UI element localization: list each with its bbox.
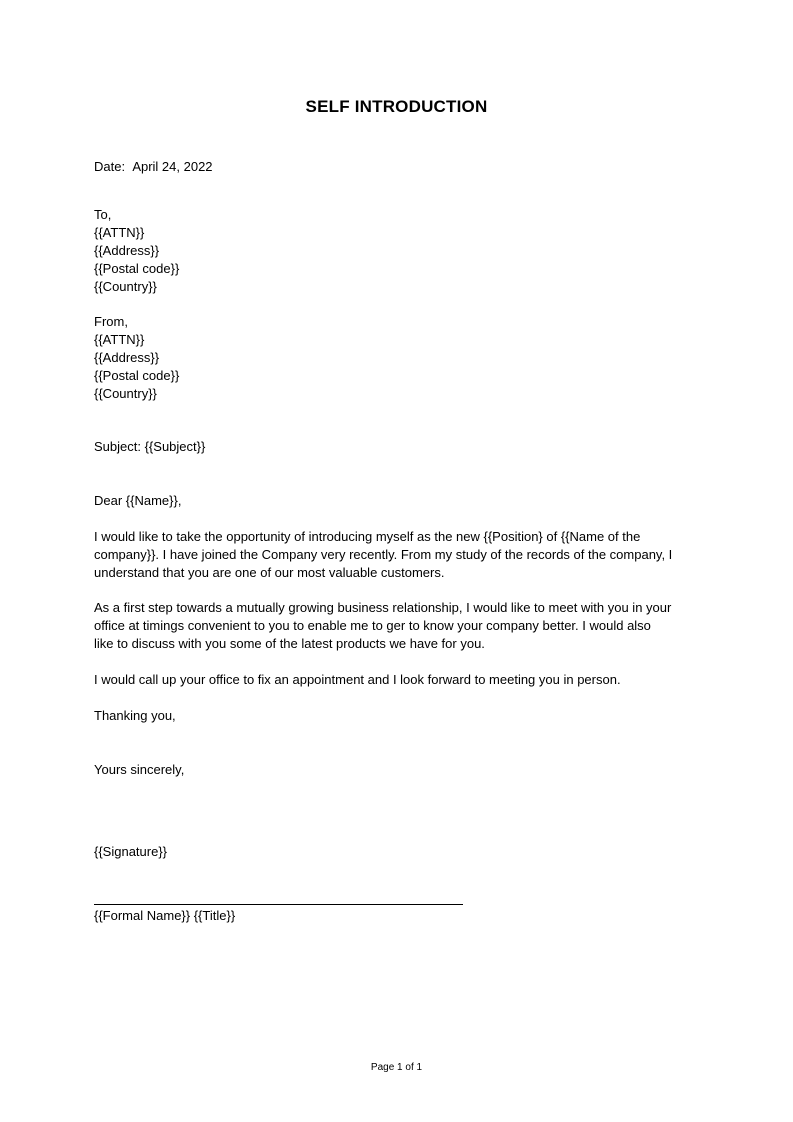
body-paragraph-1: [94, 528, 714, 582]
paragraph-line: I would like to take the opportunity of introducing myself as the new {{Position} of {{Name of the: [94, 529, 641, 544]
paragraph-line: As a first step towards a mutually growing business relationship, I would like to meet with you in your: [94, 600, 672, 615]
to-postal-code: {{Postal code}}: [94, 261, 180, 276]
subject-line: Subject: {{Subject}}: [94, 439, 206, 454]
to-country: {{Country}}: [94, 279, 157, 294]
from-attn: {{ATTN}}: [94, 332, 145, 347]
from-address: {{Address}}: [94, 350, 160, 365]
to-label: To,: [94, 207, 112, 222]
signature-line: [94, 904, 463, 905]
page-number: Page 1 of 1: [370, 1062, 423, 1073]
to-address: {{Address}}: [94, 243, 160, 258]
paragraph-line: office at timings convenient to you to enable me to ger to know your company better. I would also: [94, 618, 651, 633]
body-paragraph-3: [94, 671, 714, 689]
salutation: Dear {{Name}},: [94, 493, 182, 508]
paragraph-line: I would call up your office to fix an appointment and I look forward to meeting you in person.: [94, 672, 621, 687]
date-label: Date:: [94, 159, 126, 174]
from-country: {{Country}}: [94, 386, 157, 401]
closing-line: Yours sincerely,: [94, 762, 185, 777]
paragraph-line: like to discuss with you some of the latest products we have for you.: [94, 636, 485, 651]
signer-name-title: {{Formal Name}} {{Title}}: [94, 908, 236, 923]
thanking-line: Thanking you,: [94, 708, 176, 723]
from-label: From,: [94, 314, 128, 329]
signature-placeholder: {{Signature}}: [94, 844, 168, 859]
document-title: SELF INTRODUCTION: [305, 97, 488, 116]
date-value: April 24, 2022: [132, 159, 213, 174]
paragraph-line: company}}. I have joined the Company very recently. From my study of the records of the company, I: [94, 547, 673, 562]
to-attn: {{ATTN}}: [94, 225, 145, 240]
paragraph-line: understand that you are one of our most valuable customers.: [94, 565, 445, 580]
from-postal-code: {{Postal code}}: [94, 368, 180, 383]
date-line: [94, 158, 213, 176]
body-paragraph-2: [94, 599, 714, 653]
